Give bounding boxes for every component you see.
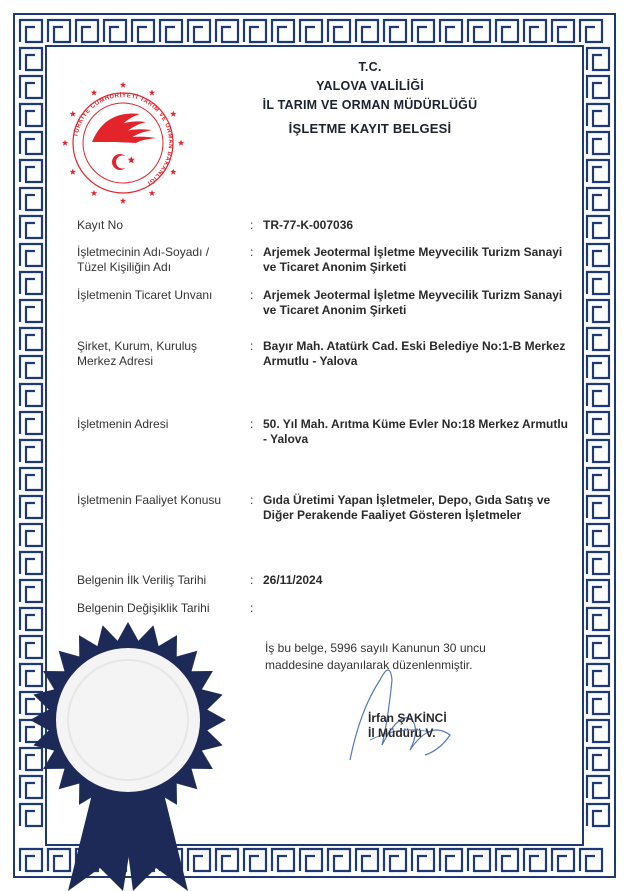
field-value: Gıda Üretimi Yapan İşletmeler, Depo, Gıda Satış ve Diğer Perakende Faaliyet Gösteren İşletmeler bbox=[263, 493, 551, 522]
field-value: Arjemek Jeotermal İşletme Meyvecilik Turizm Sanayi ve Ticaret Anonim Şirketi bbox=[263, 245, 563, 274]
logo-star bbox=[170, 111, 177, 117]
field-label: Belgenin Değişiklik Tarihi bbox=[77, 601, 210, 615]
logo-star bbox=[70, 111, 77, 117]
document-header bbox=[200, 58, 540, 138]
rosette-seal-icon bbox=[28, 620, 228, 891]
signer-name: İrfan ŞAKİNCİ bbox=[368, 711, 447, 725]
field-label: Kayıt No bbox=[77, 218, 124, 232]
logo-ring-text: TÜRKİYE CUMHURİYETİ TARIM VE ORMAN BAKANLIĞI bbox=[73, 92, 174, 186]
logo-star bbox=[91, 89, 97, 95]
header-line-1: T.C. bbox=[358, 60, 382, 74]
logo-star bbox=[70, 169, 77, 175]
logo-star bbox=[149, 190, 155, 196]
field-label: İşletmenin Adresi bbox=[77, 417, 169, 431]
field-value: 26/11/2024 bbox=[263, 573, 323, 587]
field-colon: : bbox=[250, 339, 254, 353]
field-label: İşletmecinin Adı-Soyadı / Tüzel Kişiliğin Adı bbox=[77, 245, 210, 274]
field-colon: : bbox=[250, 493, 254, 507]
field-value: Bayır Mah. Atatürk Cad. Eski Belediye No:1-B Merkez Armutlu - Yalova bbox=[263, 339, 566, 368]
logo-star bbox=[170, 169, 177, 175]
logo-star bbox=[149, 89, 155, 95]
field-value: TR-77-K-007036 bbox=[263, 218, 354, 232]
signer-block bbox=[368, 711, 447, 741]
logo-star bbox=[120, 198, 126, 204]
legal-statement: İş bu belge, 5996 sayılı Kanunun 30 uncu maddesine dayanılarak düzenlenmiştir. bbox=[265, 641, 486, 672]
header-line-2: YALOVA VALİLİĞİ bbox=[316, 79, 424, 93]
signer-title: İl Müdürü V. bbox=[368, 726, 436, 740]
field-colon: : bbox=[250, 245, 254, 259]
field-label: İşletmenin Faaliyet Konusu bbox=[77, 493, 222, 507]
logo-star bbox=[91, 190, 97, 196]
signature-mark bbox=[330, 650, 480, 770]
field-colon: : bbox=[250, 218, 254, 232]
field-label: Belgenin İlk Veriliş Tarihi bbox=[77, 573, 207, 587]
logo-star bbox=[62, 140, 68, 146]
field-colon: : bbox=[250, 573, 254, 587]
header-line-3: İL TARIM VE ORMAN MÜDÜRLÜĞÜ bbox=[262, 98, 478, 112]
field-value: 50. Yıl Mah. Arıtma Küme Evler No:18 Merkez Armutlu - Yalova bbox=[263, 417, 568, 446]
logo-star bbox=[120, 82, 126, 88]
field-label: Şirket, Kurum, Kuruluş Merkez Adresi bbox=[77, 339, 198, 368]
field-colon: : bbox=[250, 288, 254, 302]
logo-star bbox=[178, 140, 184, 146]
ministry-logo bbox=[60, 80, 186, 206]
document-title: İŞLETME KAYIT BELGESİ bbox=[288, 121, 452, 136]
field-label: İşletmenin Ticaret Unvanı bbox=[77, 288, 213, 302]
field-colon: : bbox=[250, 601, 254, 615]
field-value: Arjemek Jeotermal İşletme Meyvecilik Turizm Sanayi ve Ticaret Anonim Şirketi bbox=[263, 288, 563, 317]
field-colon: : bbox=[250, 417, 254, 431]
